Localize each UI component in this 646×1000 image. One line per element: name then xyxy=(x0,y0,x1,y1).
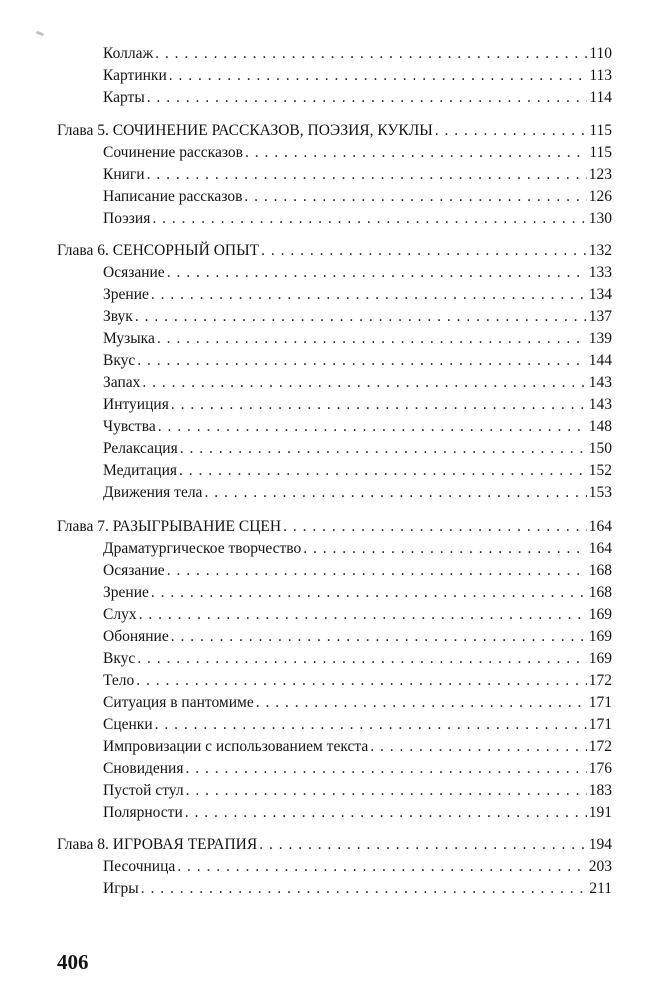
toc-entry xyxy=(103,394,612,416)
toc-entry-page: 144 xyxy=(588,352,612,369)
toc-entry-page: 172 xyxy=(588,672,612,689)
dot-leader xyxy=(167,262,587,284)
scan-smudge xyxy=(36,31,45,37)
toc-chapter-label: Глава 7. РАЗЫГРЫВАНИЕ СЦЕН xyxy=(57,518,282,535)
toc-chapter-label: Глава 5. СОЧИНЕНИЕ РАССКАЗОВ, ПОЭЗИЯ, КУКЛЫ xyxy=(57,122,433,139)
toc-entry-page: 143 xyxy=(588,396,612,413)
dot-leader xyxy=(245,142,587,164)
toc-chapter xyxy=(57,834,612,856)
toc-entry xyxy=(103,758,612,780)
toc-entry-page: 191 xyxy=(588,804,612,821)
toc-entry-label: Песочница xyxy=(103,858,176,875)
toc-chapter-page: 164 xyxy=(588,518,612,535)
toc-chapter xyxy=(57,516,612,538)
toc-entry xyxy=(103,186,612,208)
toc-entry-page: 137 xyxy=(588,308,612,325)
toc-entry-page: 164 xyxy=(588,540,612,557)
toc-entry xyxy=(103,43,612,65)
toc-entry-page: 203 xyxy=(588,858,612,875)
toc-entry-label: Книги xyxy=(103,166,145,183)
dot-leader xyxy=(158,416,587,438)
toc-entry-page: 152 xyxy=(588,462,612,479)
dot-leader xyxy=(370,736,587,758)
toc-entry-label: Осязание xyxy=(103,264,165,281)
toc-entry-page: 176 xyxy=(588,760,612,777)
toc-entry xyxy=(103,856,612,878)
toc-entry-label: Музыка xyxy=(103,330,155,347)
toc-entry-label: Коллаж xyxy=(103,45,154,62)
dot-leader xyxy=(171,394,587,416)
toc-entry xyxy=(103,306,612,328)
toc-entry-page: 169 xyxy=(588,606,612,623)
page-number: 406 xyxy=(57,950,89,974)
toc-entry-label: Поэзия xyxy=(103,210,151,227)
toc-entry-page: 183 xyxy=(588,782,612,799)
toc-entry-label: Картинки xyxy=(103,67,167,84)
dot-leader xyxy=(303,538,586,560)
dot-leader xyxy=(137,648,586,670)
dot-leader xyxy=(151,284,587,306)
toc-entry xyxy=(103,736,612,758)
dot-leader xyxy=(185,758,586,780)
toc-entry xyxy=(103,416,612,438)
dot-leader xyxy=(139,604,587,626)
toc-entry xyxy=(103,604,612,626)
toc-entry xyxy=(103,482,612,504)
toc-entry-label: Ситуация в пантомиме xyxy=(103,694,254,711)
toc-entry-page: 126 xyxy=(588,188,612,205)
toc-chapter-label: Глава 6. СЕНСОРНЫЙ ОПЫТ xyxy=(57,242,260,259)
toc-entry xyxy=(103,802,612,824)
toc-entry-label: Зрение xyxy=(103,286,149,303)
toc-entry-page: 153 xyxy=(588,484,612,501)
toc-entry xyxy=(103,262,612,284)
toc-entry-label: Релаксация xyxy=(103,440,178,457)
toc-entry-page: 168 xyxy=(588,562,612,579)
dot-leader xyxy=(169,65,588,87)
dot-leader xyxy=(435,120,588,142)
toc-entry xyxy=(103,560,612,582)
toc-entry-label: Вкус xyxy=(103,352,136,369)
toc-entry-label: Сочинение рассказов xyxy=(103,144,243,161)
dot-leader xyxy=(136,670,587,692)
dot-leader xyxy=(204,482,586,504)
toc-entry xyxy=(103,328,612,350)
toc-entry xyxy=(103,878,612,900)
toc-entry xyxy=(103,65,612,87)
toc-entry-label: Тело xyxy=(103,672,135,689)
dot-leader xyxy=(155,43,587,65)
dot-leader xyxy=(179,460,587,482)
toc-entry-page: 148 xyxy=(588,418,612,435)
toc-entry-label: Запах xyxy=(103,374,141,391)
toc-entry-label: Сценки xyxy=(103,716,153,733)
toc-chapter xyxy=(57,120,612,142)
dot-leader xyxy=(180,438,587,460)
toc-entry-page: 114 xyxy=(589,89,612,106)
toc-entry-label: Полярности xyxy=(103,804,183,821)
toc-entry-page: 113 xyxy=(589,67,612,84)
dot-leader xyxy=(142,372,586,394)
toc-entry xyxy=(103,538,612,560)
toc-entry xyxy=(103,438,612,460)
toc-entry xyxy=(103,692,612,714)
toc-entry xyxy=(103,164,612,186)
toc-chapter-page: 132 xyxy=(588,242,612,259)
dot-leader xyxy=(185,802,587,824)
toc-entry xyxy=(103,284,612,306)
toc-entry xyxy=(103,670,612,692)
toc-entry-page: 171 xyxy=(588,716,612,733)
toc-entry xyxy=(103,648,612,670)
toc-entry-label: Игры xyxy=(103,880,139,897)
dot-leader xyxy=(141,878,588,900)
toc-entry-label: Сновидения xyxy=(103,760,184,777)
toc-chapter-label: Глава 8. ИГРОВАЯ ТЕРАПИЯ xyxy=(57,836,258,853)
toc-entry-label: Медитация xyxy=(103,462,177,479)
dot-leader xyxy=(157,328,587,350)
toc-entry-page: 130 xyxy=(588,210,612,227)
toc-entry-label: Интуиция xyxy=(103,396,169,413)
toc-entry xyxy=(103,372,612,394)
toc-entry-label: Чувства xyxy=(103,418,156,435)
toc-entry xyxy=(103,582,612,604)
dot-leader xyxy=(256,692,587,714)
dot-leader xyxy=(155,714,587,736)
toc-entry-label: Обоняние xyxy=(103,628,169,645)
toc-entry-label: Импровизации с использованием текста xyxy=(103,738,369,755)
toc-entry xyxy=(103,714,612,736)
toc-entry xyxy=(103,87,612,109)
dot-leader xyxy=(152,208,586,230)
toc-entry-label: Вкус xyxy=(103,650,136,667)
dot-leader xyxy=(167,560,587,582)
toc-entry xyxy=(103,142,612,164)
toc-entry-page: 172 xyxy=(588,738,612,755)
toc-entry-page: 123 xyxy=(588,166,612,183)
toc-entry-label: Написание рассказов xyxy=(103,188,243,205)
dot-leader xyxy=(151,582,587,604)
toc-entry-label: Зрение xyxy=(103,584,149,601)
toc-entry-page: 115 xyxy=(589,144,612,161)
toc-entry xyxy=(103,350,612,372)
dot-leader xyxy=(171,626,587,648)
toc-entry-label: Слух xyxy=(103,606,137,623)
toc-chapter-page: 194 xyxy=(588,836,612,853)
dot-leader xyxy=(177,856,587,878)
toc-entry-page: 171 xyxy=(588,694,612,711)
dot-leader xyxy=(186,780,587,802)
dot-leader xyxy=(244,186,586,208)
dot-leader xyxy=(137,350,586,372)
toc-entry-label: Карты xyxy=(103,89,145,106)
toc-entry xyxy=(103,626,612,648)
dot-leader xyxy=(283,516,587,538)
toc-entry-page: 168 xyxy=(588,584,612,601)
toc-entry xyxy=(103,460,612,482)
dot-leader xyxy=(259,834,587,856)
dot-leader xyxy=(147,164,587,186)
toc-entry-page: 134 xyxy=(588,286,612,303)
toc-entry-page: 139 xyxy=(588,330,612,347)
toc-entry xyxy=(103,208,612,230)
toc-entry-label: Пустой стул xyxy=(103,782,184,799)
toc-entry xyxy=(103,780,612,802)
toc-entry-page: 211 xyxy=(589,880,612,897)
toc-entry-page: 143 xyxy=(588,374,612,391)
toc-entry-label: Осязание xyxy=(103,562,165,579)
toc-chapter-page: 115 xyxy=(589,122,612,139)
toc-entry-page: 169 xyxy=(588,650,612,667)
toc-entry-label: Движения тела xyxy=(103,484,203,501)
toc-entry-page: 133 xyxy=(588,264,612,281)
toc-entry-page: 150 xyxy=(588,440,612,457)
dot-leader xyxy=(261,240,587,262)
toc-entry-label: Звук xyxy=(103,308,133,325)
toc-entry-page: 110 xyxy=(589,45,612,62)
dot-leader xyxy=(135,306,587,328)
toc-entry-page: 169 xyxy=(588,628,612,645)
dot-leader xyxy=(147,87,588,109)
toc-entry-label: Драматургическое творчество xyxy=(103,540,302,557)
toc-chapter xyxy=(57,240,612,262)
